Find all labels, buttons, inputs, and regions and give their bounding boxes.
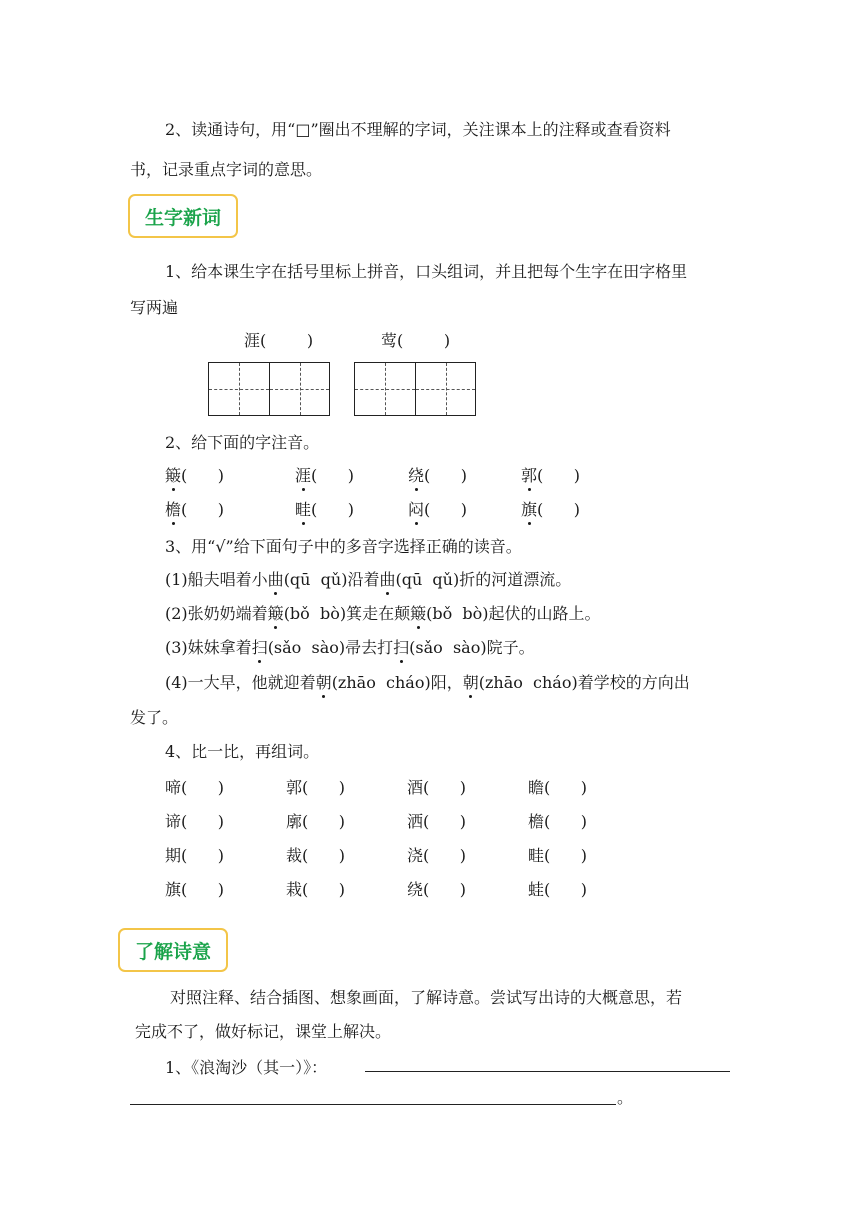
q3-title: 3、用“√”给下面句子中的多音字选择正确的读音。 [165,537,522,556]
q2-paren: ( ) [537,466,581,485]
q1-line-1: 1、给本课生字在括号里标上拼音，口头组词，并且把每个生字在田字格里 [165,262,688,281]
q3-polyphone: 扫 [393,638,410,657]
q4-paren: ( ) [181,778,225,797]
q3-text: (sǎo sào)帚去打 [267,638,394,657]
q3-text: (2)张奶奶端着 [165,604,268,623]
q2-paren: ( ) [424,466,468,485]
q4-char: 期 [165,846,182,865]
q3-text: (zhāo cháo)着学校的方向出 [478,673,690,692]
q3-text: (1)船夫唱着小 [165,570,268,589]
q4-item [528,778,587,798]
q3-polyphone: 扫 [251,638,268,657]
q4-paren: ( ) [302,846,346,865]
q4-item [286,846,345,866]
char-label-ya: 涯( ) [244,331,314,350]
q4-paren: ( ) [423,880,467,899]
q2-item [165,500,224,520]
q4-char: 绕 [407,880,424,899]
answer-blank-2[interactable] [130,1104,616,1105]
q4-paren: ( ) [302,778,346,797]
q3-polyphone: 朝 [462,673,479,692]
q2-item [408,466,467,486]
q2-item [295,500,354,520]
q2-char: 郭 [521,466,538,485]
section-heading-meaning: 了解诗意 [118,928,228,972]
section-heading-new-words: 生字新词 [128,194,238,238]
q3-text: (bǒ bò)箕走在颠 [283,604,411,623]
q2-char: 旗 [521,500,538,519]
q4-char: 浇 [407,846,424,865]
q4-paren: ( ) [544,812,588,831]
q4-item [286,812,345,832]
q2-paren: ( ) [537,500,581,519]
q2-title: 2、给下面的字注音。 [165,433,320,452]
tianzige-cell[interactable] [355,363,415,415]
tianzige-grid-2[interactable] [354,362,476,416]
q4-char: 洒 [407,812,424,831]
q4-item [286,880,345,900]
q4-char: 啼 [165,778,182,797]
q2-char: 檐 [165,500,182,519]
tianzige-cell[interactable] [209,363,269,415]
tianzige-cell[interactable] [269,363,329,415]
q4-item [165,846,224,866]
q4-char: 郭 [286,778,303,797]
q4-item [165,778,224,798]
q4-paren: ( ) [423,846,467,865]
q3-text: (4)一大早，他就迎着 [165,673,316,692]
q2-item [165,466,224,486]
q4-item [528,880,587,900]
q2-paren: ( ) [181,500,225,519]
q4-item [286,778,345,798]
meaning-para-line-2: 完成不了，做好标记，课堂上解决。 [135,1022,392,1041]
q2-item [521,500,580,520]
q4-paren: ( ) [181,880,225,899]
answer-blank-1[interactable] [365,1071,730,1072]
q4-paren: ( ) [181,846,225,865]
meaning-q1-label: 1、《浪淘沙（其一）》： [165,1058,328,1077]
q3-sentence-2 [165,604,601,624]
q3-polyphone: 簸 [267,604,284,623]
q2-char: 畦 [295,500,312,519]
q4-char: 瞻 [528,778,545,797]
q4-item [165,812,224,832]
q4-char: 廓 [286,812,303,831]
q3-text: (3)妹妹拿着 [165,638,252,657]
q4-item [528,812,587,832]
q2-item [408,500,467,520]
meaning-para-line-1: 对照注释、结合插图、想象画面，了解诗意。尝试写出诗的大概意思，若 [170,988,683,1007]
intro-line-1: 2、读通诗句，用“□”圈出不理解的字词，关注课本上的注释或查看资料 [165,120,671,139]
q3-sentence-4-line-2: 发了。 [130,708,179,727]
q4-paren: ( ) [544,880,588,899]
q3-polyphone: 曲 [267,570,284,589]
q4-paren: ( ) [181,812,225,831]
intro-line-2: 书，记录重点字词的意思。 [130,160,323,179]
q1-line-2: 写两遍 [130,298,179,317]
q2-char: 簸 [165,466,182,485]
q4-paren: ( ) [302,812,346,831]
q3-text: (zhāo cháo)阳， [331,673,463,692]
q2-char: 闷 [408,500,425,519]
char-label-ying: 莺( ) [381,331,451,350]
q3-text: (qū qǔ)折的河道漂流。 [395,570,572,589]
q4-title: 4、比一比，再组词。 [165,742,320,761]
q4-paren: ( ) [544,846,588,865]
q2-paren: ( ) [424,500,468,519]
q4-char: 裁 [286,846,303,865]
q4-char: 畦 [528,846,545,865]
q4-char: 栽 [286,880,303,899]
q2-char: 涯 [295,466,312,485]
q3-sentence-1 [165,570,571,590]
q3-sentence-3 [165,638,535,658]
q3-polyphone: 曲 [379,570,396,589]
q3-polyphone: 朝 [315,673,332,692]
q3-polyphone: 簸 [410,604,427,623]
q2-paren: ( ) [181,466,225,485]
q4-item [407,778,466,798]
q4-item [165,880,224,900]
q4-char: 檐 [528,812,545,831]
q2-paren: ( ) [311,500,355,519]
q3-text: (qū qǔ)沿着 [283,570,380,589]
q4-paren: ( ) [544,778,588,797]
q2-char: 绕 [408,466,425,485]
q3-text: (sǎo sào)院子。 [409,638,535,657]
q4-char: 旗 [165,880,182,899]
end-mark: 。 [617,1088,634,1107]
q4-paren: ( ) [423,778,467,797]
q2-item [521,466,580,486]
q4-char: 酒 [407,778,424,797]
q2-paren: ( ) [311,466,355,485]
q4-item [407,846,466,866]
q3-text: (bǒ bò)起伏的山路上。 [426,604,601,623]
q4-paren: ( ) [423,812,467,831]
q4-item [528,846,587,866]
tianzige-grid-1[interactable] [208,362,330,416]
q4-char: 谛 [165,812,182,831]
q4-char: 蛙 [528,880,545,899]
q3-sentence-4 [165,673,690,693]
tianzige-cell[interactable] [415,363,475,415]
q4-item [407,880,466,900]
q4-paren: ( ) [302,880,346,899]
q4-item [407,812,466,832]
q2-item [295,466,354,486]
